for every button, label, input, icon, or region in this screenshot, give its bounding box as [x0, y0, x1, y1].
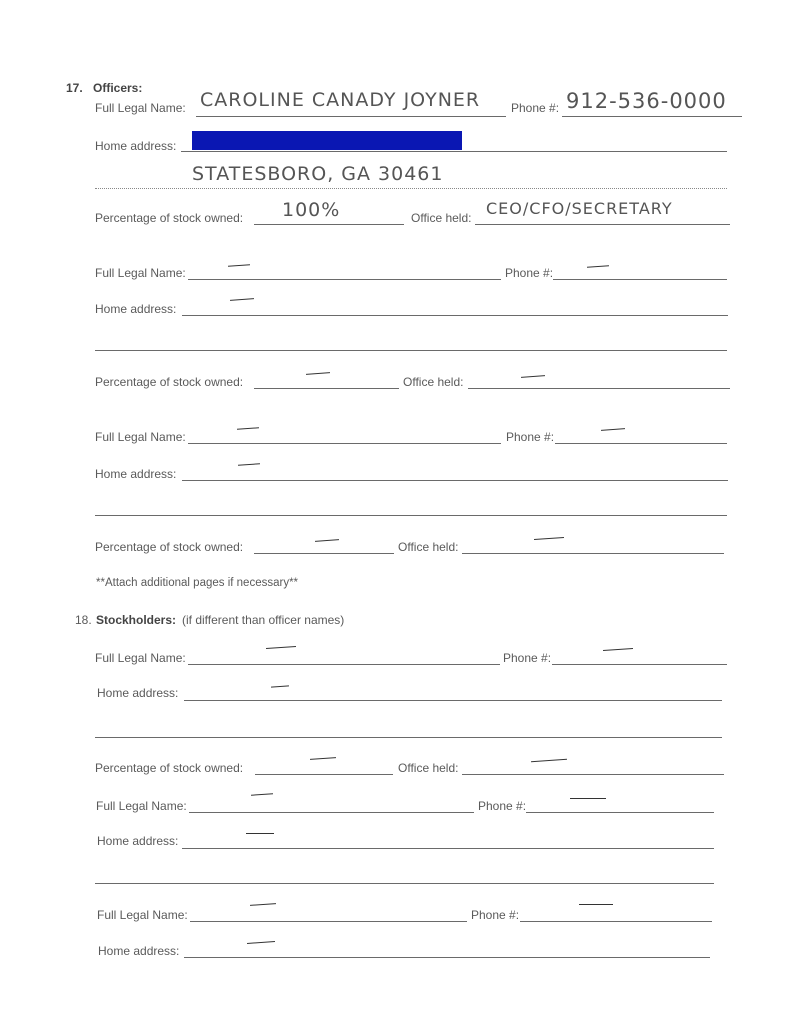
officer2-name-dash	[228, 264, 250, 267]
officer1-name-label: Full Legal Name:	[95, 101, 186, 115]
holder1-stock-dash	[310, 757, 336, 760]
holder2-address-dash	[246, 833, 274, 834]
officer3-stock-line	[254, 553, 394, 554]
officer2-stock-dash	[306, 372, 330, 375]
section-18-title: Stockholders:	[96, 613, 177, 627]
holder1-stock-line	[255, 774, 393, 775]
officer1-office-label: Office held:	[411, 211, 472, 225]
holder2-name-line	[189, 812, 474, 813]
holder2-name-dash	[251, 793, 273, 796]
officer3-stock-label: Percentage of stock owned:	[95, 540, 244, 554]
officer2-stock-line	[254, 388, 399, 389]
section-18-number: 18.	[75, 613, 92, 627]
holder2-phone-label: Phone #:	[478, 799, 527, 813]
officer1-stock-value[interactable]: 100%	[282, 199, 341, 221]
holder3-address-label: Home address:	[98, 944, 180, 958]
section-18-subtitle: (if different than officer names)	[182, 613, 345, 627]
holder1-office-dash	[531, 759, 567, 763]
holder1-stock-label: Percentage of stock owned:	[95, 761, 244, 775]
section-17-title: Officers:	[93, 81, 143, 95]
officer2-stock-label: Percentage of stock owned:	[95, 375, 244, 389]
officer2-address-label: Home address:	[95, 302, 177, 316]
officer2-name-line	[188, 279, 501, 280]
officer2-phone-line	[553, 279, 727, 280]
officer1-address-label: Home address:	[95, 139, 177, 153]
holder3-address-line1	[184, 957, 710, 958]
officer3-name-line	[188, 443, 501, 444]
officer3-stock-dash	[315, 539, 339, 542]
officer1-address-line2-value[interactable]: STATESBORO, GA 30461	[192, 163, 444, 185]
holder1-name-label: Full Legal Name:	[95, 651, 186, 665]
officer1-name-value[interactable]: CAROLINE CANADY JOYNER	[200, 89, 481, 111]
holder3-address-dash	[247, 941, 275, 944]
holder1-office-label: Office held:	[398, 761, 459, 775]
holder1-address-line1	[184, 700, 722, 701]
officer2-address-line2	[95, 350, 727, 351]
holder1-name-line	[188, 664, 500, 665]
officer2-name-label: Full Legal Name:	[95, 266, 186, 280]
officer2-office-line	[468, 388, 730, 389]
holder2-name-label: Full Legal Name:	[96, 799, 187, 813]
officer3-address-line1	[182, 480, 728, 481]
officer3-name-label: Full Legal Name:	[95, 430, 186, 444]
holder2-phone-dash	[570, 798, 606, 799]
officer3-name-dash	[237, 427, 259, 430]
section-17-number: 17.	[66, 81, 83, 95]
officer3-office-label: Office held:	[398, 540, 459, 554]
officer1-phone-label: Phone #:	[511, 101, 560, 115]
officer3-office-line	[462, 553, 724, 554]
holder1-address-line2	[95, 737, 722, 738]
officer3-office-dash	[534, 537, 564, 540]
officer1-stock-line	[254, 224, 404, 225]
holder1-phone-label: Phone #:	[503, 651, 552, 665]
holder1-name-dash	[266, 646, 296, 649]
holder3-name-dash	[250, 903, 276, 906]
officer1-phone-value[interactable]: 912-536-0000	[566, 89, 727, 113]
holder2-address-line2	[95, 883, 714, 884]
officer3-phone-line	[555, 443, 727, 444]
officer2-office-label: Office held:	[403, 375, 464, 389]
officer1-phone-line	[562, 116, 742, 117]
officer3-address-line2	[95, 515, 727, 516]
officer3-address-label: Home address:	[95, 467, 177, 481]
holder3-phone-line	[520, 921, 712, 922]
officer2-address-dash	[230, 298, 254, 301]
officer1-address-line2	[95, 188, 727, 189]
officer1-address-line1	[181, 151, 727, 152]
holder3-name-line	[190, 921, 467, 922]
officer3-address-dash	[238, 463, 260, 466]
officer1-office-line	[475, 224, 730, 225]
holder1-office-line	[462, 774, 724, 775]
holder1-address-dash	[271, 685, 289, 687]
officer3-phone-label: Phone #:	[506, 430, 555, 444]
holder1-phone-line	[552, 664, 727, 665]
officer1-name-line	[196, 116, 506, 117]
holder3-phone-dash	[579, 904, 613, 905]
officer2-phone-dash	[587, 265, 609, 268]
officer2-office-dash	[521, 375, 545, 378]
holder1-phone-dash	[603, 648, 633, 651]
officer2-address-line1	[182, 315, 728, 316]
holder2-address-label: Home address:	[97, 834, 179, 848]
attach-pages-note: **Attach additional pages if necessary**	[96, 577, 299, 589]
officer3-phone-dash	[601, 428, 625, 431]
holder3-phone-label: Phone #:	[471, 908, 520, 922]
officer1-office-value[interactable]: CEO/CFO/SECRETARY	[486, 199, 673, 218]
holder2-address-line1	[182, 848, 714, 849]
holder3-name-label: Full Legal Name:	[97, 908, 188, 922]
redaction-block	[192, 131, 462, 150]
officer1-stock-label: Percentage of stock owned:	[95, 211, 244, 225]
holder2-phone-line	[526, 812, 714, 813]
officer2-phone-label: Phone #:	[505, 266, 554, 280]
holder1-address-label: Home address:	[97, 686, 179, 700]
